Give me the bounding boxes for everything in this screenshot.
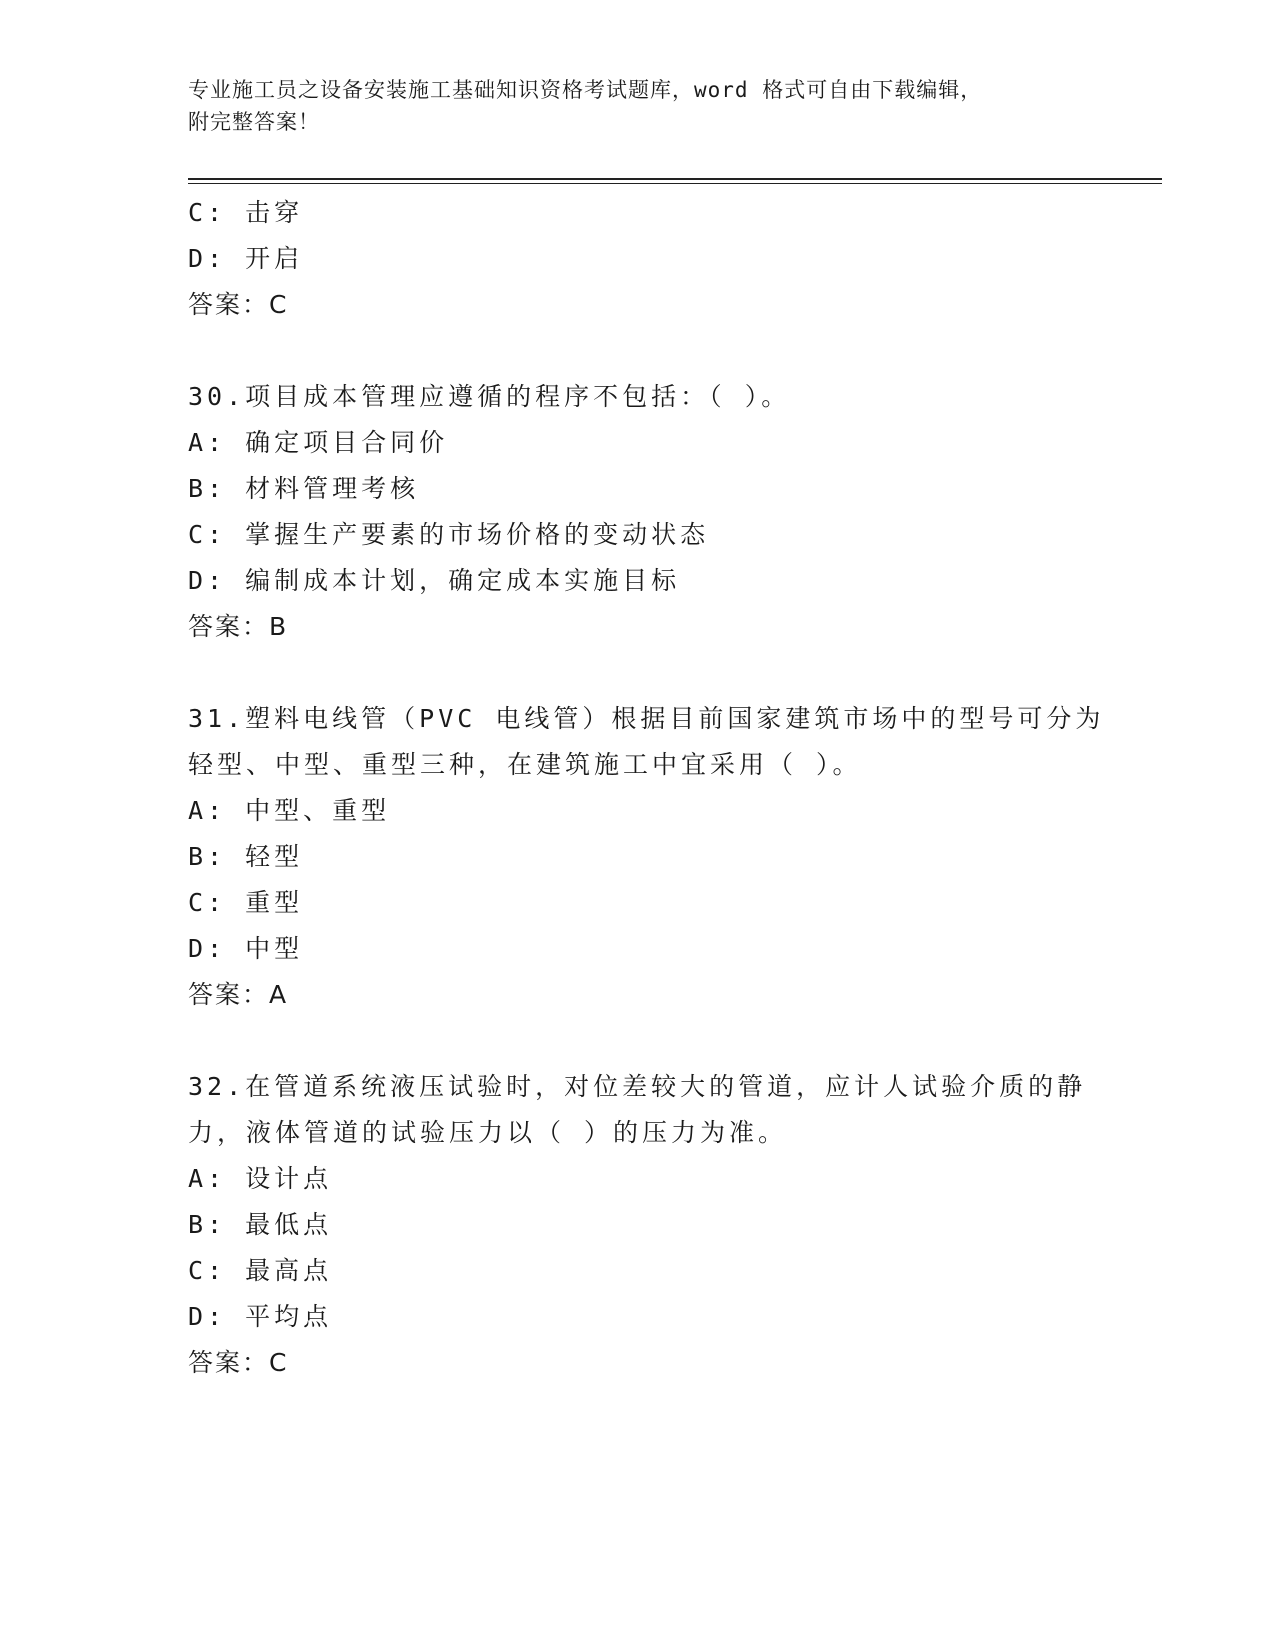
spacer xyxy=(188,650,1088,696)
question-text-cont: 轻型、中型、重型三种，在建筑施工中宜采用（ ）。 xyxy=(188,750,862,779)
option-a: A: 中型、重型 xyxy=(188,796,391,825)
question-text: 32.在管道系统液压试验时，对位差较大的管道，应计人试验介质的静 xyxy=(188,1072,1087,1101)
option-a: A: 设计点 xyxy=(188,1164,333,1193)
question-text: 31.塑料电线管（PVC 电线管）根据目前国家建筑市场中的型号可分为 xyxy=(188,704,1105,733)
option-b: B: 轻型 xyxy=(188,842,304,871)
option-b: B: 材料管理考核 xyxy=(188,474,420,503)
answer-line: 答案：C xyxy=(188,1348,289,1377)
header-line-2: 附完整答案！ xyxy=(188,110,320,134)
spacer xyxy=(188,328,1088,374)
option-d: D: 开启 xyxy=(188,244,304,273)
option-c: C: 重型 xyxy=(188,888,304,917)
answer-line: 答案：B xyxy=(188,612,289,641)
answer-line: 答案：C xyxy=(188,290,289,319)
document-header xyxy=(188,74,1088,138)
answer-line: 答案：A xyxy=(188,980,289,1009)
option-d: D: 编制成本计划，确定成本实施目标 xyxy=(188,566,681,595)
option-c: C: 最高点 xyxy=(188,1256,333,1285)
option-d: D: 平均点 xyxy=(188,1302,333,1331)
header-line-1: 专业施工员之设备安装施工基础知识资格考试题库，word 格式可自由下载编辑， xyxy=(188,78,983,102)
question-30 xyxy=(188,374,1088,650)
question-32 xyxy=(188,1064,1088,1386)
option-a: A: 确定项目合同价 xyxy=(188,428,449,457)
option-b: B: 最低点 xyxy=(188,1210,333,1239)
question-text-cont: 力，液体管道的试验压力以（ ）的压力为准。 xyxy=(188,1118,788,1147)
option-c: C: 击穿 xyxy=(188,198,304,227)
header-rule-thin xyxy=(188,183,1162,184)
header-rule-thick xyxy=(188,178,1162,180)
option-c: C: 掌握生产要素的市场价格的变动状态 xyxy=(188,520,710,549)
option-d: D: 中型 xyxy=(188,934,304,963)
question-list xyxy=(188,190,1105,1386)
question-31 xyxy=(188,696,1105,1018)
spacer xyxy=(188,1018,1088,1064)
question-text: 30.项目成本管理应遵循的程序不包括：（ ）。 xyxy=(188,382,791,411)
question-fragment xyxy=(188,190,1088,328)
